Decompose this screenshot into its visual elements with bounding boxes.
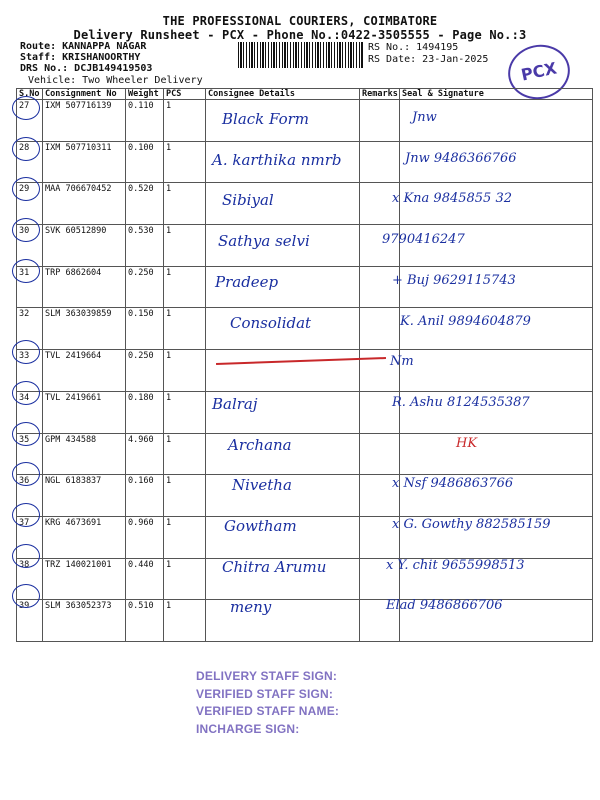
table-row xyxy=(17,308,593,350)
consignee-cell xyxy=(206,475,360,517)
pcs-cell: 1 xyxy=(164,433,206,475)
weight-cell: 0.510 xyxy=(126,600,164,642)
remarks-cell xyxy=(360,433,400,475)
stamp-line-verified-name: VERIFIED STAFF NAME: xyxy=(196,704,340,718)
table-row xyxy=(17,600,593,642)
remarks-cell xyxy=(360,308,400,350)
sno-cell: 37 xyxy=(17,516,43,558)
consignment-cell: TVL 2419661 xyxy=(43,391,126,433)
sno-cell: 36 xyxy=(17,475,43,517)
consignee-handwriting: Consolidat xyxy=(230,313,312,332)
pcs-cell: 1 xyxy=(164,516,206,558)
seal-cell xyxy=(400,516,593,558)
rs-number: RS No.: 1494195 xyxy=(368,42,459,53)
weight-cell: 0.250 xyxy=(126,350,164,392)
table-row xyxy=(17,433,593,475)
pcs-cell: 1 xyxy=(164,391,206,433)
pcs-cell: 1 xyxy=(164,600,206,642)
table-header-row xyxy=(17,89,593,100)
weight-cell: 0.100 xyxy=(126,141,164,183)
consignee-cell xyxy=(206,141,360,183)
consignee-cell xyxy=(206,600,360,642)
sno-cell: 32 xyxy=(17,308,43,350)
weight-cell: 0.960 xyxy=(126,516,164,558)
consignee-handwriting: Balraj xyxy=(212,394,258,413)
pcs-cell: 1 xyxy=(164,225,206,267)
stamp-line-incharge: INCHARGE SIGN: xyxy=(196,721,300,736)
seal-cell xyxy=(400,433,593,475)
weight-cell: 0.250 xyxy=(126,266,164,308)
remarks-cell xyxy=(360,558,400,600)
table-row xyxy=(17,266,593,308)
pcs-cell: 1 xyxy=(164,475,206,517)
seal-cell xyxy=(400,600,593,642)
remarks-cell xyxy=(360,475,400,517)
seal-cell xyxy=(400,141,593,183)
sno-cell: 33 xyxy=(17,350,43,392)
col-pcs: PCS xyxy=(164,89,206,100)
stamp-line-delivery: DELIVERY STAFF SIGN: xyxy=(196,669,338,683)
sno-cell: 30 xyxy=(17,225,43,267)
seal-cell xyxy=(400,100,593,142)
sno-cell: 35 xyxy=(17,433,43,475)
consignee-handwriting: meny xyxy=(230,598,272,617)
consignee-cell xyxy=(206,266,360,308)
table-row xyxy=(17,475,593,517)
signature-handwriting: Jnw xyxy=(412,110,437,125)
remarks-cell xyxy=(360,266,400,308)
verification-stamp xyxy=(196,668,339,738)
col-weight: Weight xyxy=(126,89,164,100)
stamp-line-verified-sign: VERIFIED STAFF SIGN: xyxy=(196,686,334,701)
weight-cell: 0.520 xyxy=(126,183,164,225)
consignee-handwriting: Chitra Arumu xyxy=(222,557,327,576)
consignment-cell: GPM 434588 xyxy=(43,433,126,475)
signature-handwriting: R. Ashu 8124535387 xyxy=(392,394,530,410)
consignee-cell xyxy=(206,225,360,267)
consignee-handwriting: Archana xyxy=(228,435,292,454)
table-row xyxy=(17,183,593,225)
sno-cell: 28 xyxy=(17,141,43,183)
remarks-cell xyxy=(360,600,400,642)
barcode-image xyxy=(238,42,363,68)
signature-handwriting: x G. Gowthy 882585159 xyxy=(392,517,551,532)
consignee-cell xyxy=(206,558,360,600)
consignment-cell: SLM 363039859 xyxy=(43,308,126,350)
seal-cell xyxy=(400,391,593,433)
consignment-cell: TVL 2419664 xyxy=(43,350,126,392)
signature-handwriting: 9790416247 xyxy=(382,232,465,248)
signature-handwriting: Jnw 9486366766 xyxy=(405,150,517,166)
col-sno: S.No xyxy=(17,89,43,100)
vehicle-label: Vehicle: Two Wheeler Delivery xyxy=(28,75,203,86)
consignee-handwriting: Sibiyal xyxy=(222,191,274,210)
remarks-cell xyxy=(360,183,400,225)
table-row xyxy=(17,100,593,142)
signature-handwriting: HK xyxy=(456,435,478,451)
consignment-cell: KRG 4673691 xyxy=(43,516,126,558)
weight-cell: 0.530 xyxy=(126,225,164,267)
table-row xyxy=(17,516,593,558)
consignee-handwriting: Black Form xyxy=(222,110,310,128)
consignee-cell xyxy=(206,350,360,392)
pcs-cell: 1 xyxy=(164,183,206,225)
consignment-cell: TRP 6862604 xyxy=(43,266,126,308)
consignee-handwriting: Pradeep xyxy=(215,272,279,291)
sno-cell: 38 xyxy=(17,558,43,600)
pcs-cell: 1 xyxy=(164,558,206,600)
consignee-cell xyxy=(206,391,360,433)
pcs-cell: 1 xyxy=(164,350,206,392)
consignee-cell xyxy=(206,183,360,225)
signature-handwriting: Nm xyxy=(390,354,414,370)
sno-cell: 39 xyxy=(17,600,43,642)
remarks-cell xyxy=(360,225,400,267)
remarks-cell xyxy=(360,350,400,392)
seal-cell xyxy=(400,475,593,517)
consignee-cell xyxy=(206,100,360,142)
consignee-cell xyxy=(206,516,360,558)
weight-cell: 4.960 xyxy=(126,433,164,475)
pcs-cell: 1 xyxy=(164,141,206,183)
table-row xyxy=(17,141,593,183)
consignment-cell: MAA 706670452 xyxy=(43,183,126,225)
consignee-handwriting: Gowtham xyxy=(224,517,297,535)
weight-cell: 0.150 xyxy=(126,308,164,350)
weight-cell: 0.180 xyxy=(126,391,164,433)
rs-date: RS Date: 23-Jan-2025 xyxy=(368,54,489,65)
weight-cell: 0.440 xyxy=(126,558,164,600)
consignment-cell: SLM 363052373 xyxy=(43,600,126,642)
consignee-handwriting: Nivetha xyxy=(232,476,292,495)
route-label: Route: KANNAPPA NAGAR xyxy=(20,41,147,52)
seal-cell xyxy=(400,308,593,350)
drs-label: DRS No.: DCJB149419503 xyxy=(20,63,153,74)
signature-handwriting: x Kna 9845855 32 xyxy=(392,191,513,207)
seal-cell xyxy=(400,350,593,392)
signature-handwriting: Elad 9486866706 xyxy=(386,598,503,614)
seal-cell xyxy=(400,183,593,225)
consignee-handwriting: Sathya selvi xyxy=(218,232,310,251)
consignment-cell: TRZ 140021001 xyxy=(43,558,126,600)
sno-cell: 34 xyxy=(17,391,43,433)
table-row xyxy=(17,558,593,600)
consignee-cell xyxy=(206,433,360,475)
sno-cell: 27 xyxy=(17,100,43,142)
sno-cell: 31 xyxy=(17,266,43,308)
seal-cell xyxy=(400,266,593,308)
remarks-cell xyxy=(360,100,400,142)
company-title: THE PROFESSIONAL COURIERS, COIMBATORE xyxy=(162,14,438,28)
staff-label: Staff: KRISHANOORTHY xyxy=(20,52,141,63)
pcs-cell: 1 xyxy=(164,308,206,350)
sno-cell: 29 xyxy=(17,183,43,225)
remarks-cell xyxy=(360,141,400,183)
col-remarks: Remarks xyxy=(360,89,400,100)
signature-handwriting: x Y. chit 9655998513 xyxy=(386,557,525,573)
consignment-cell: IXM 507716139 xyxy=(43,100,126,142)
pcx-stamp: PCX xyxy=(503,39,575,105)
runsheet-table xyxy=(16,88,593,642)
consignment-cell: SVK 60512890 xyxy=(43,225,126,267)
col-consignee: Consignee Details xyxy=(206,89,360,100)
table-row xyxy=(17,350,593,392)
consignee-handwriting: A. karthika nmrb xyxy=(212,150,342,169)
weight-cell: 0.160 xyxy=(126,475,164,517)
table-row xyxy=(17,225,593,267)
col-consignment: Consignment No xyxy=(43,89,126,100)
consignee-cell xyxy=(206,308,360,350)
signature-handwriting: x Nsf 9486863766 xyxy=(392,476,514,492)
col-seal-signature: Seal & Signature xyxy=(400,89,593,100)
seal-cell xyxy=(400,225,593,267)
consignment-cell: IXM 507710311 xyxy=(43,141,126,183)
pcs-cell: 1 xyxy=(164,266,206,308)
weight-cell: 0.110 xyxy=(126,100,164,142)
seal-cell xyxy=(400,558,593,600)
pcs-cell: 1 xyxy=(164,100,206,142)
remarks-cell xyxy=(360,391,400,433)
signature-handwriting: K. Anil 9894604879 xyxy=(400,313,531,329)
consignment-cell: NGL 6183837 xyxy=(43,475,126,517)
remarks-cell xyxy=(360,516,400,558)
signature-handwriting: + Buj 9629115743 xyxy=(392,272,516,288)
table-row xyxy=(17,391,593,433)
runsheet-subtitle: Delivery Runsheet - PCX - Phone No.:0422-3505555 - Page No.:3 xyxy=(73,28,527,42)
